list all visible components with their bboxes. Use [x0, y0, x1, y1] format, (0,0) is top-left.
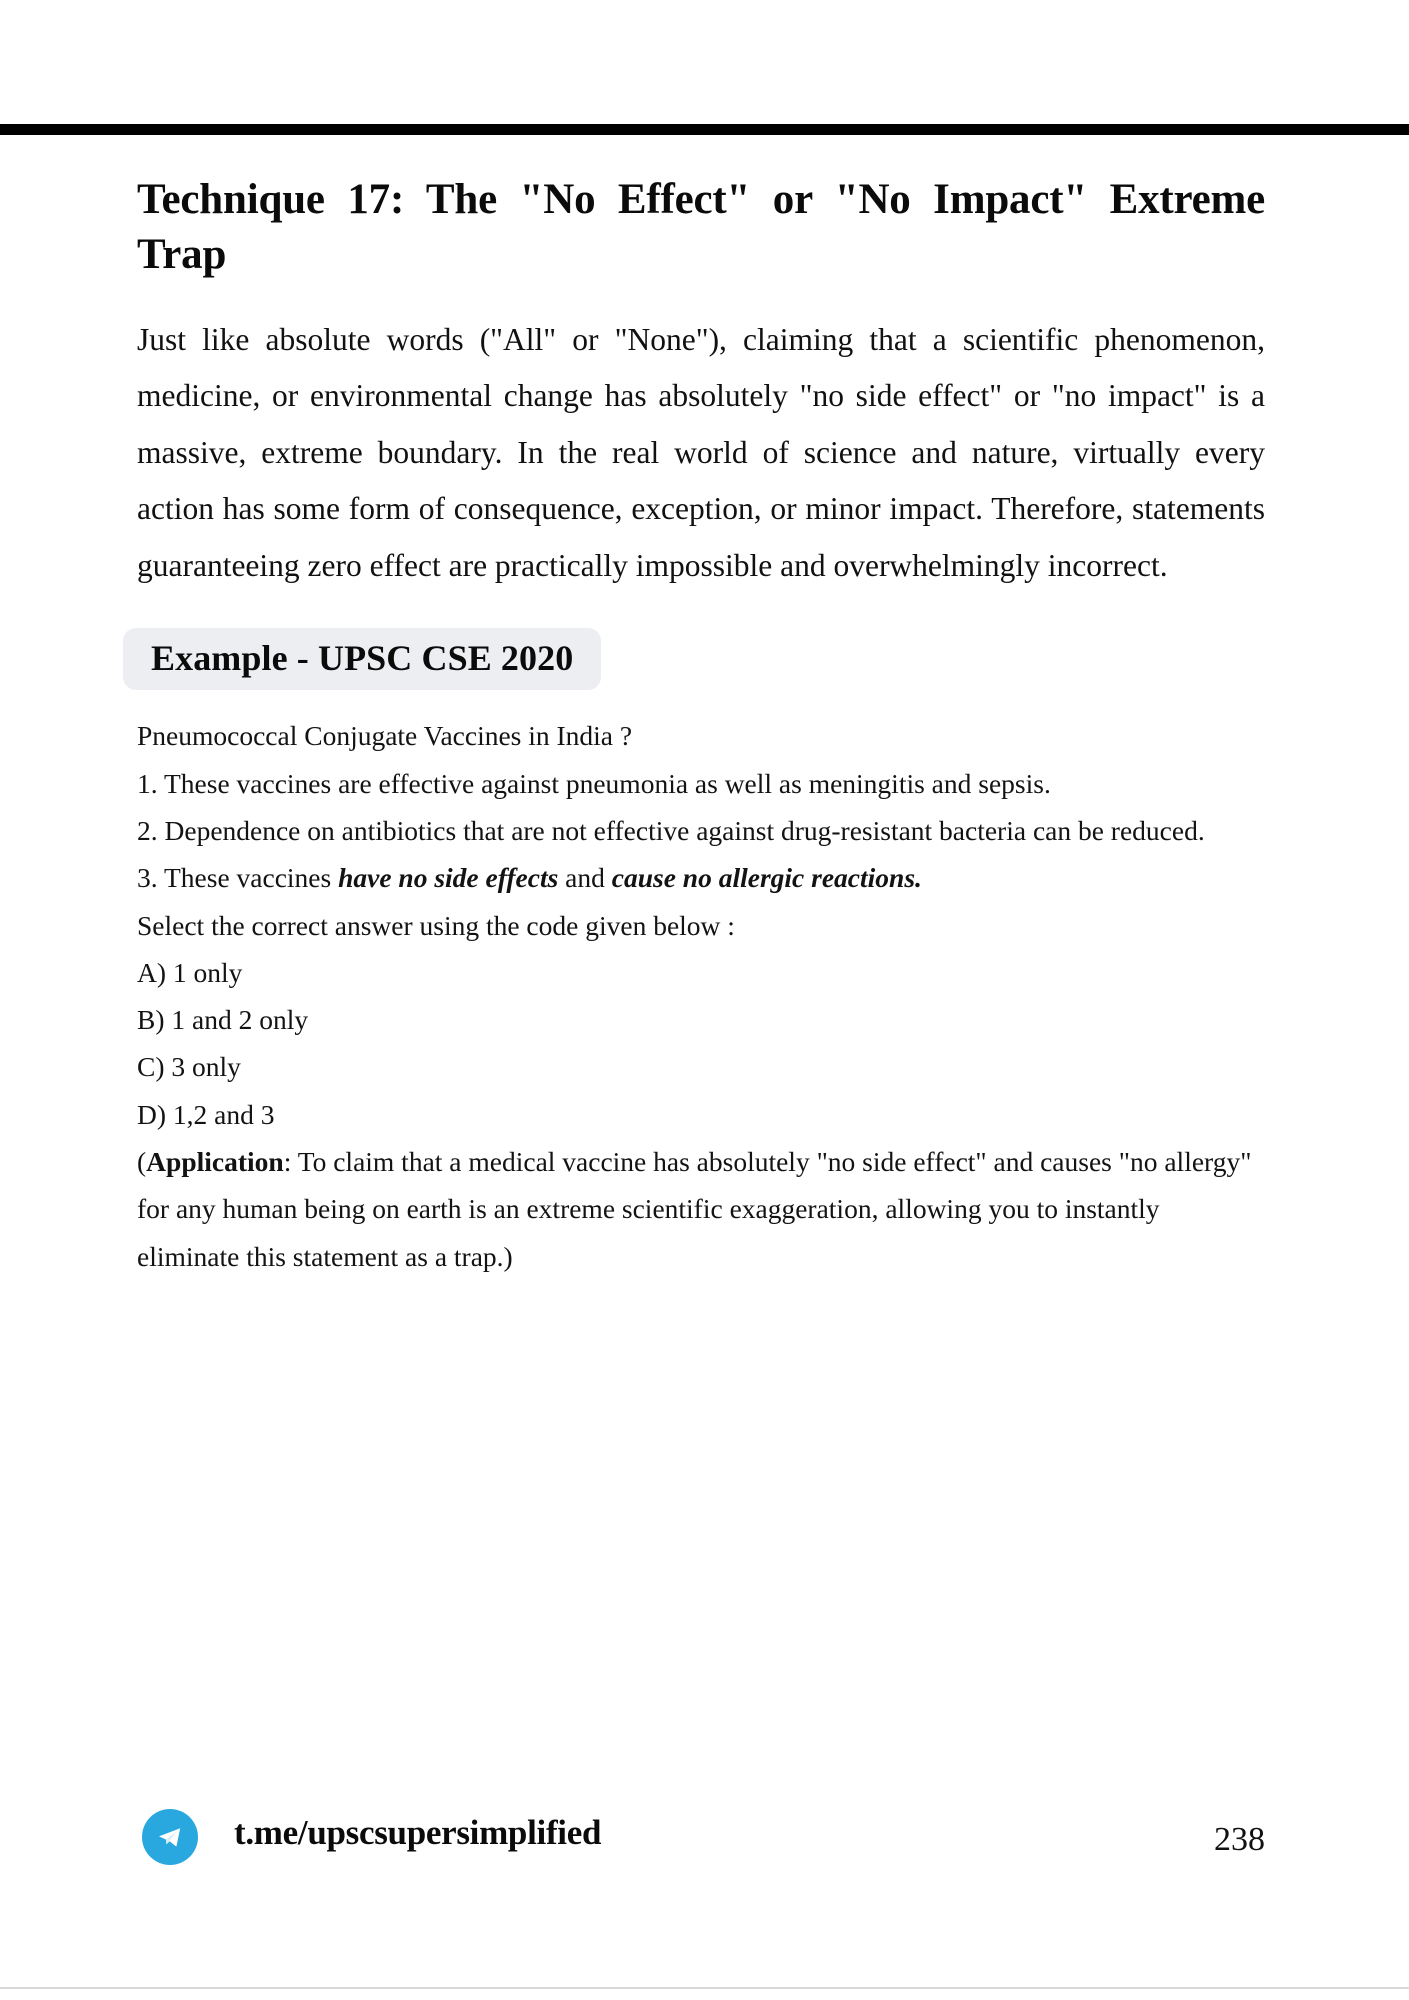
- application-label: Application: [146, 1146, 284, 1178]
- statement-3: [137, 854, 1265, 901]
- telegram-handle[interactable]: t.me/upscsupersimplified: [234, 1813, 602, 1852]
- statement-3-prefix: 3. These vaccines: [137, 862, 339, 894]
- statement-3-emphasis-one: have no side effects: [338, 862, 559, 894]
- option-c: C) 3 only: [137, 1051, 241, 1083]
- page-content: [137, 172, 1265, 1280]
- statement-3-emphasis-two: cause no allergic reactions.: [611, 862, 922, 894]
- application-open-paren: (: [137, 1146, 147, 1178]
- answer-instruction: Select the correct answer using the code given below :: [137, 909, 735, 941]
- page-number: 238: [1214, 1821, 1265, 1858]
- option-b: B) 1 and 2 only: [137, 1004, 309, 1036]
- header-rule: [0, 124, 1409, 135]
- option-d: D) 1,2 and 3: [137, 1098, 275, 1130]
- option-a: A) 1 only: [137, 956, 243, 988]
- statement-2: 2. Dependence on antibiotics that are not effective against drug-resistant bacteria can be reduced.: [137, 815, 1205, 846]
- application-body: : To claim that a medical vaccine has absolutely "no side effect" and causes "no allergy" for any human being on earth is an extreme scientific exaggeration, allowing you to instantly eliminate this statement as a trap.): [137, 1146, 1252, 1272]
- question-block: [137, 712, 1265, 1280]
- example-section: [137, 628, 1265, 690]
- question-stem: Pneumococcal Conjugate Vaccines in India ?: [137, 720, 633, 752]
- footer-rule: [0, 1987, 1409, 1989]
- statement-3-connector: and: [558, 862, 612, 894]
- page-title: Technique 17: The "No Effect" or "No Impact" Extreme Trap: [137, 176, 1265, 279]
- statement-1: 1. These vaccines are effective against pneumonia as well as meningitis and sepsis.: [137, 767, 1051, 799]
- example-heading: Example - UPSC CSE 2020: [151, 637, 574, 678]
- lead-paragraph: Just like absolute words ("All" or "None"), claiming that a scientific phenomenon, medicine, or environmental change has absolutely "no side effect" or "no impact" is a massive, extreme boundary. In the real world of science and nature, virtually every action has some form of consequence, exception, or minor impact. Therefore, statements guaranteeing zero effect are practically impossible and overwhelmingly incorrect.: [137, 322, 1265, 583]
- telegram-icon[interactable]: [142, 1809, 198, 1865]
- page-footer: [137, 1805, 1265, 1875]
- example-heading-pill: [123, 628, 601, 690]
- application-note: [137, 1138, 1265, 1280]
